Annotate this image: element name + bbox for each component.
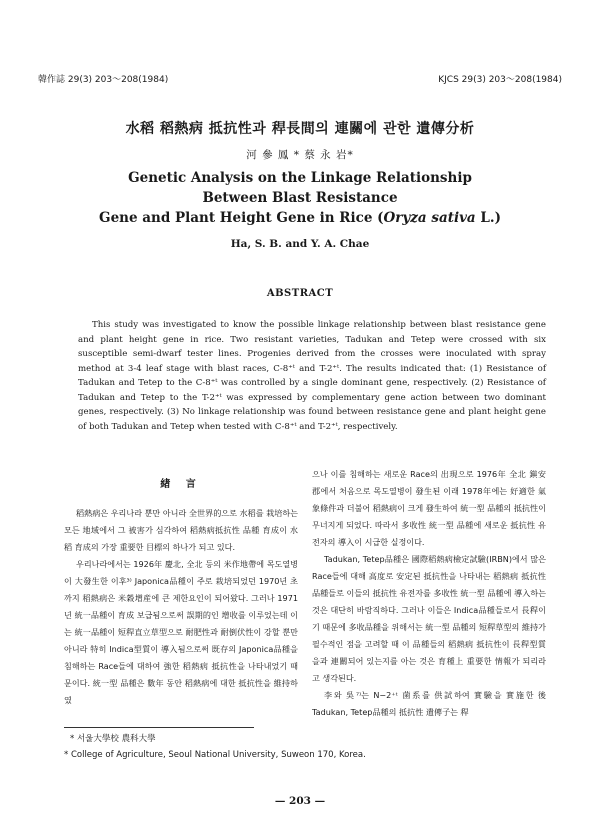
right-paragraph-1: 으나 이를 침해하는 새로운 Race의 出現으로 1976年 全北 鎭安郡에서 처음으로 목도열병이 發生된 이래 1978年에는 好適한 氣象條件과 더불어 稻熱病이 크게 發生하여 統一型 品種의 抵抗性이 무너지게 되었다. 따라서 多收性 統一型 品種에 새로운 抵抗性 유전자의 導入이 시급한 실정이다.	[312, 469, 546, 547]
title-english	[0, 168, 600, 228]
left-column	[64, 466, 298, 709]
abstract-heading: ABSTRACT	[266, 288, 334, 299]
right-paragraph-3: 李와 吳⁷⁾는 N−2⁺ᵗ 菌系를 供試하여 實驗을 實施한 後 Tadukan, Tetep品種의 抵抗性 遺傳子는 稈	[312, 690, 546, 717]
title-line-3-b: L.)	[475, 210, 501, 226]
footnote-divider	[64, 727, 254, 728]
footnote-korean: * 서울大學校 農科大學	[70, 734, 156, 744]
authors-english: Ha, S. B. and Y. A. Chae	[230, 238, 370, 250]
left-paragraph-2: 우리나라에서는 1926年 慶北, 全北 등의 米作地帶에 목도열병이 大發生한 이후³⁾ Japonica品種이 주로 栽培되었던 1970년 초까지 稻熱病은 米穀增産에 큰 제한요인이 되어왔다. 그러나 1971년 統一品種이 育成 보급됨으로써 誤期的인 增收를 이루었는데 이는 統一品種이 短稈直立草型으로 耐肥性과 耐倒伏性이 강할 뿐만 아니라 特히 Indica型質이 導入됨으로써 既存의 Japonica品種을 침해하는 Race들에 대하여 強한 稻熱病 抵抗性을 나타내었기 때문이다. 統一型 品種은 數年 동안 稻熱病에 대한 抵抗性을 維持하였	[64, 559, 298, 705]
title-line-1: Genetic Analysis on the Linkage Relationship	[128, 170, 472, 186]
title-line-3	[0, 208, 600, 228]
footnote-english: * College of Agriculture, Seoul National University, Suweon 170, Korea.	[64, 750, 366, 760]
title-line-2: Between Blast Resistance	[202, 190, 398, 206]
page-number: — 203 —	[274, 795, 326, 807]
title-korean: 水稻 稻熱病 抵抗性과 稈長間의 連關에 관한 遺傳分析	[125, 121, 475, 137]
right-column	[312, 466, 546, 721]
abstract-body	[78, 318, 546, 434]
journal-header-right: KJCS 29(3) 203～208(1984)	[438, 75, 562, 85]
left-paragraph-1: 稻熱病은 우리나라 뿐만 아니라 全世界的으로 水稻를 栽培하는 모든 地域에서 그 被害가 심각하여 稻熱病抵抗性 品種 育成이 水稻 育成의 가장 重要한 目標의 하나가 되고 있다.	[64, 508, 298, 552]
authors-korean: 河 參 鳳 * 蔡 永 岩*	[246, 149, 354, 161]
abstract-text: This study was investigated to know the possible linkage relationship between blast resistance gene and plant height gene in rice. Two resistant varieties, Tadukan and Tetep were crossed with six susceptible semi-dwarf tester lines. Progenies derived from the crosses were inoculated with spray method at 3-4 leaf stage with blast races, C-8⁺ᵗ and T-2⁺ᵗ. The results indicated that: (1) Resistance of Tadukan and Tetep to the C-8⁺ᵗ was controlled by a single dominant gene, respectively. (2) Resistance of Tadukan and Tetep to the T-2⁺ᵗ was expressed by complementary gene action between two dominant genes, respectively. (3) No linkage relationship was found between resistance gene and plant height gene of both Tadukan and Tetep when tested with C-8⁺ᵗ and T-2⁺ᵗ, respectively.	[78, 320, 546, 432]
section-heading: 緖 言	[160, 479, 202, 490]
right-paragraph-2: Tadukan, Tetep品種은 國際稻熱病檢定試驗(IRBN)에서 많은 Race들에 대해 高度로 安定된 抵抗性을 나타내는 稻熱病 抵抗性 品種들로 이들의 抵抗性 유전자를 多收性 統一型 品種에 導入하는 것은 대단히 바람직하다. 그러나 이들은 Indica品種들로서 長稈이기 때문에 多收品種을 위해서는 統一型 品種의 短稈草型의 維持가 필수적인 점을 고려할 때 이 品種들의 稻熱病 抵抗性이 長稈型質을과 連關되어 있는지를 아는 것은 育種上 重要한 情報가 되리라고 생각된다.	[312, 554, 546, 683]
title-species: Oryza sativa	[383, 210, 476, 226]
title-line-3-a: Gene and Plant Height Gene in Rice (	[99, 210, 384, 226]
journal-header-left: 韓作誌 29(3) 203～208(1984)	[38, 75, 169, 85]
